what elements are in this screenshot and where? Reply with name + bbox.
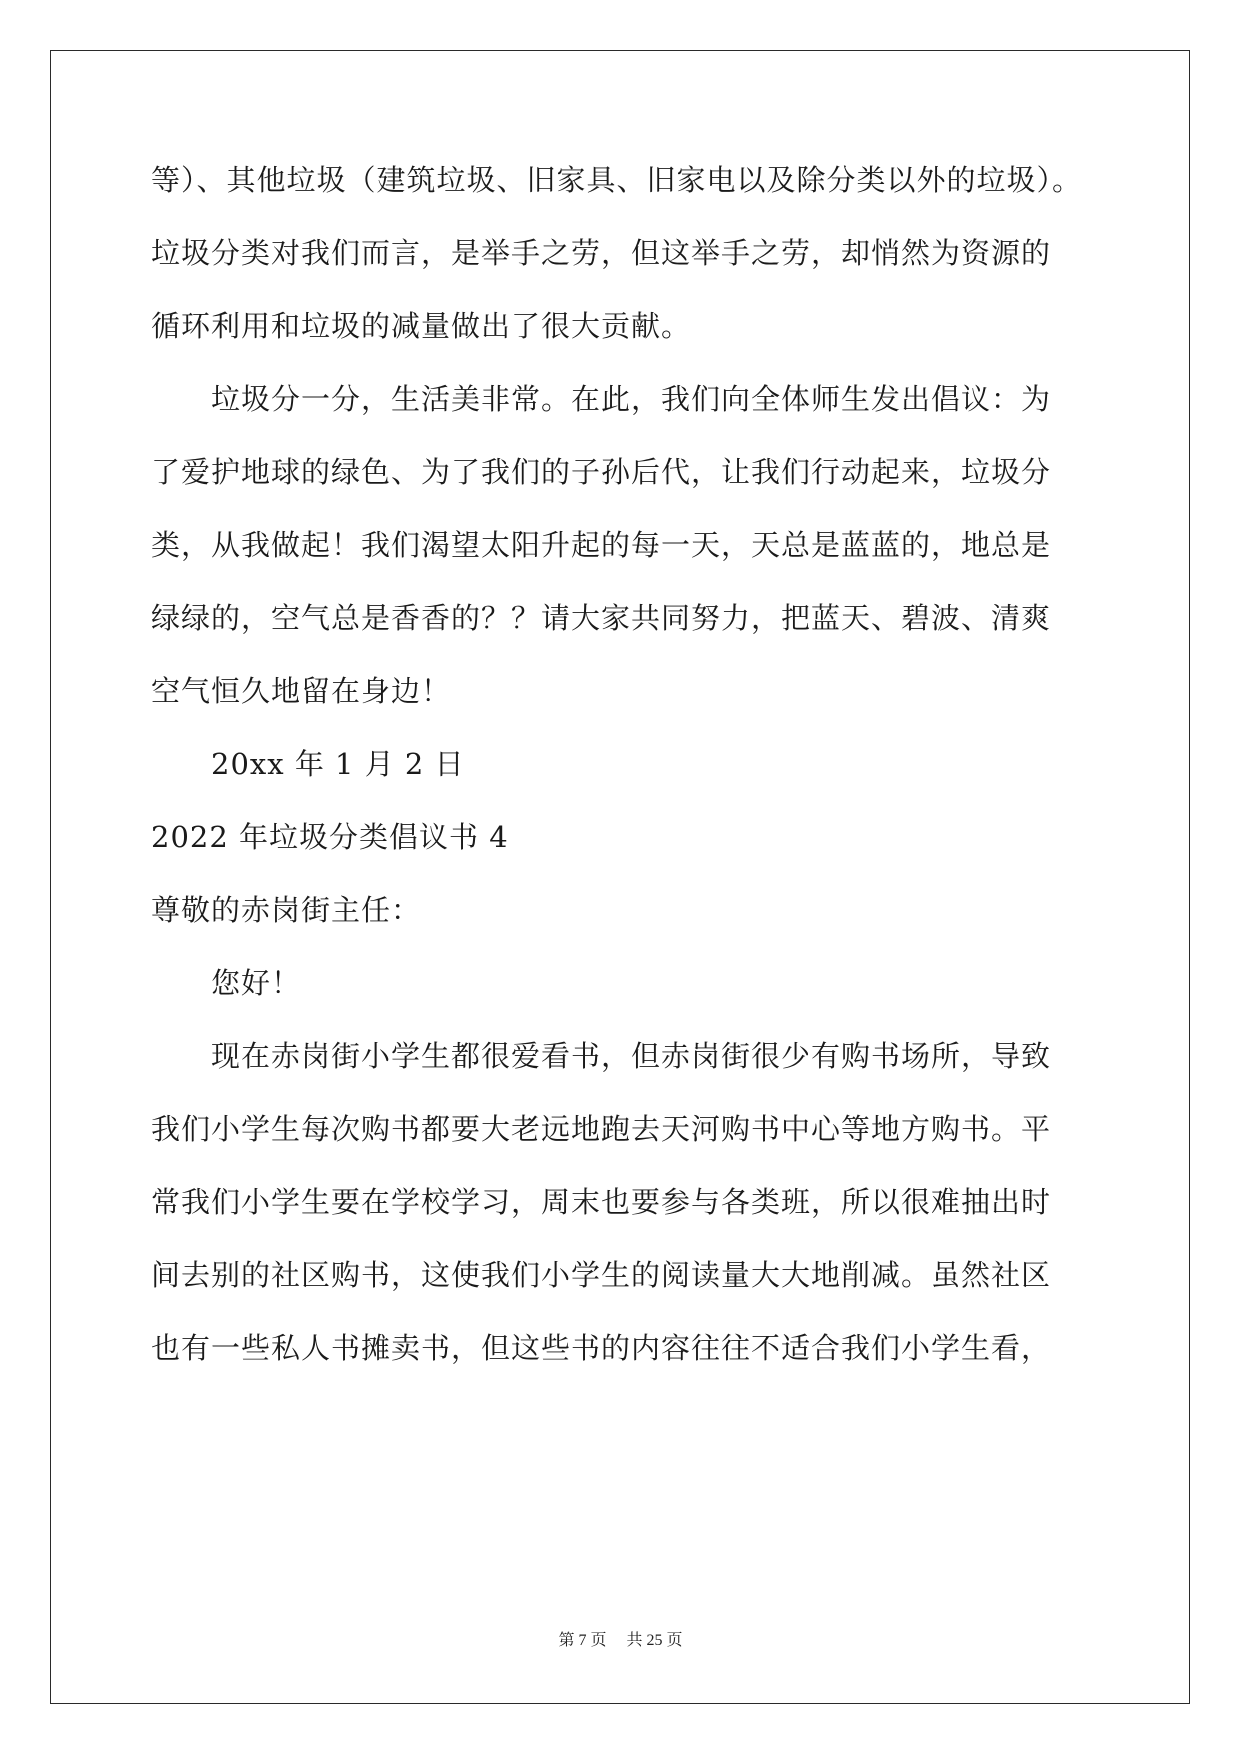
page-border <box>50 50 1190 1704</box>
text-line: 垃圾分类对我们而言，是举手之劳，但这举手之劳，却悄然为资源的 <box>151 236 1052 270</box>
text-line: 了爱护地球的绿色、为了我们的子孙后代，让我们行动起来，垃圾分 <box>151 455 1052 489</box>
section-title: 2022 年垃圾分类倡议书 4 <box>151 820 509 854</box>
text-line: 间去别的社区购书，这使我们小学生的阅读量大大地削减。虽然社区 <box>151 1258 1052 1292</box>
text-line: 我们小学生每次购书都要大老远地跑去天河购书中心等地方购书。平 <box>151 1112 1052 1146</box>
page-number: 第 7 页 <box>558 1632 607 1649</box>
page-footer <box>0 1627 1241 1650</box>
text-line: 垃圾分一分，生活美非常。在此，我们向全体师生发出倡议：为 <box>211 382 1052 416</box>
text-line: 现在赤岗街小学生都很爱看书，但赤岗街很少有购书场所，导致 <box>211 1039 1052 1073</box>
text-line: 常我们小学生要在学校学习，周末也要参与各类班，所以很难抽出时 <box>151 1185 1052 1219</box>
date-line: 20xx 年 1 月 2 日 <box>211 747 465 781</box>
text-line: 循环利用和垃圾的减量做出了很大贡献。 <box>151 309 692 343</box>
text-line: 等）、其他垃圾（建筑垃圾、旧家具、旧家电以及除分类以外的垃圾）。 <box>151 163 1083 197</box>
text-line: 也有一些私人书摊卖书，但这些书的内容往往不适合我们小学生看， <box>151 1331 1052 1365</box>
text-line: 绿绿的，空气总是香香的？？请大家共同努力，把蓝天、碧波、清爽 <box>151 601 1052 635</box>
greeting: 您好！ <box>211 966 302 1000</box>
text-line: 空气恒久地留在身边！ <box>151 674 452 708</box>
page-total: 共 25 页 <box>626 1632 683 1649</box>
salutation: 尊敬的赤岗街主任： <box>151 893 422 927</box>
text-line: 类，从我做起！我们渴望太阳升起的每一天，天总是蓝蓝的，地总是 <box>151 528 1052 562</box>
